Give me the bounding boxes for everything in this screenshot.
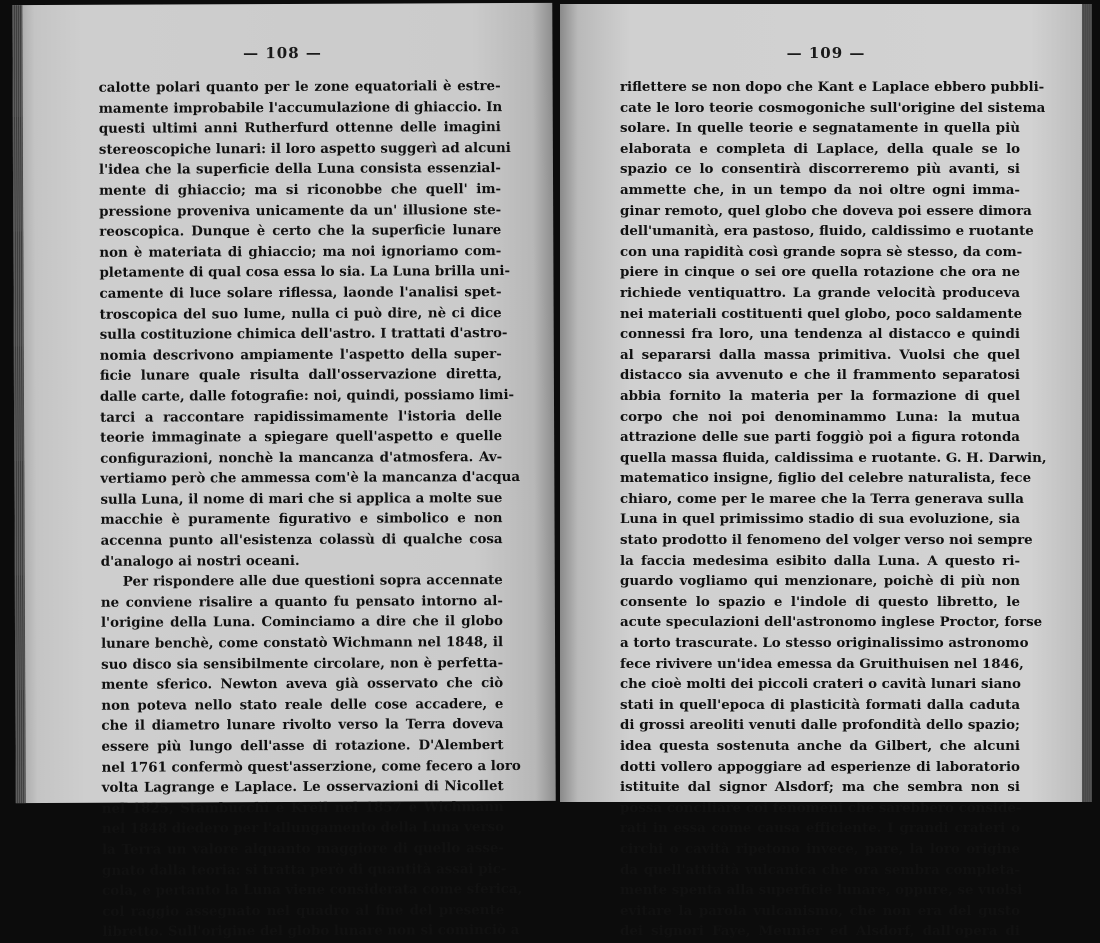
text-line: evitare la parola vulcanismo, che non era del gusto — [620, 902, 1020, 919]
text-line: la faccia medesima esibito dalla Luna. A questo ri- — [620, 552, 1020, 569]
text-line: fece rivivere un'idea emessa da Gruithuisen nel 1846, — [620, 655, 1024, 672]
text-line: la Terra un valore alquanto maggiore di quello asse- — [101, 840, 504, 858]
text-line: col raggio assegnato nel quadro al fine del presente — [102, 901, 505, 920]
text-line: connessi fra loro, una tendenza al distacco e quindi — [620, 326, 1020, 343]
text-line: ginar remoto, quel globo che doveva poi essere dimora — [620, 202, 1032, 219]
text-line: pletamente di qual cosa essa lo sia. La Luna brilla uni- — [99, 263, 511, 282]
text-line: da quell'attività vulcanica che ora sembra completa- — [620, 861, 1020, 878]
text-line: suo disco sia sensibilmente circolare, non è perfetta- — [101, 654, 504, 673]
left-page-text — [98, 76, 523, 943]
text-line: troscopica del suo lume, nulla ci può dire, nè ci dice — [99, 304, 502, 323]
text-line: libretto. Sull'origine del globo lunare non si cominciò a — [102, 922, 520, 941]
text-line: stereoscopiche lunari: il loro aspetto suggerì ad alcuni — [98, 139, 511, 158]
page-number-right: — 109 — — [786, 44, 866, 62]
text-line: essere più lungo dell'asse di rotazione. D'Alembert — [101, 737, 504, 755]
text-line: mamente improbabile l'accumulazione di ghiaccio. In — [98, 98, 503, 117]
text-line: stati in quell'epoca di plasticità formati dalla caduta — [620, 696, 1020, 713]
text-line: sulla costituzione chimica dell'astro. I trattati d'astro- — [99, 325, 508, 343]
text-line: cola, e pertanto la Luna viene considerata come sferica, — [102, 881, 523, 899]
text-line: accenna punto all'esistenza colassù di qualche cosa — [100, 531, 503, 549]
text-line: dei signori Faye, Meunier ed Alsdorf, dall'opera di — [620, 923, 1020, 940]
text-line: piere in cinque o sei ore quella rotazione che ora ne — [620, 264, 1020, 281]
right-page — [560, 4, 1092, 940]
text-line: nel 1825, Stambucchi e Kreil nel 1857 e Wichmann — [101, 798, 504, 817]
text-line: idea questa sostenuta anche da Gilbert, che alcuni — [620, 738, 1020, 754]
text-line: quella massa fluida, caldissima e ruotante. G. H. Darwin, — [620, 449, 1047, 466]
text-line: distacco sia avvenuto e che il frammento separatosi — [620, 367, 1020, 384]
text-line: non poteva nello stato reale delle cose accadere, e — [101, 695, 504, 714]
text-line: chiaro, come per le maree che la Terra generava sulla — [620, 490, 1024, 507]
text-line: camente di luce solare riflessa, laonde l'analisi spet- — [99, 283, 502, 302]
text-line: solare. In quelle teorie e segnatamente in quella più — [620, 120, 1020, 137]
text-line: istituite dal signor Alsdorf; ma che sembra non si — [620, 779, 1020, 796]
text-line: pressione proveniva unicamente da un' illusione ste- — [99, 201, 502, 220]
text-line: richiede ventiquattro. La grande velocità produceva — [620, 284, 1020, 301]
text-line: teorie immaginate a spiegare quell'aspetto e quelle — [100, 428, 503, 446]
text-line: con una rapidità così grande sopra sè stesso, da com- — [620, 243, 1023, 260]
text-line: vertiamo però che ammessa com'è la mancanza d'acqua — [100, 469, 521, 488]
text-line: l'origine della Luna. Cominciamo a dire che il globo — [100, 613, 503, 632]
text-line: acute speculazioni dell'astronomo inglese Proctor, forse — [620, 614, 1043, 631]
text-line: reoscopica. Dunque è certo che la superficie lunare — [99, 222, 502, 240]
text-line: mente sferico. Newton aveva già osservato che ciò — [101, 675, 504, 694]
text-line: configurazioni, nonchè la mancanza d'atmosfera. Av- — [100, 448, 503, 467]
text-line: ne conviene risalire a quanto fu pensato intorno al- — [100, 592, 503, 611]
text-line: non è materiata di ghiaccio; ma noi ignoriamo com- — [99, 242, 502, 261]
text-line: di grossi areoliti venuti dalle profondità dello spazio; — [620, 717, 1020, 734]
text-line: che il diametro lunare rivolto verso la Terra doveva — [101, 716, 504, 735]
text-line: matematico insigne, figlio del celebre naturalista, fece — [620, 470, 1032, 487]
text-line: Luna in quel primissimo stadio di sua evoluzione, sia — [620, 511, 1020, 528]
text-line: lunare benchè, come constatò Wichmann nel 1848, il — [101, 634, 504, 652]
text-line: ficie lunare quale risulta dall'osservazione diretta, — [99, 366, 502, 385]
text-line: possa conciliare coi fenomeni che sarebbero conside- — [620, 799, 1022, 816]
page-number-left: — 108 — — [243, 43, 322, 63]
text-line: d'analogo ai nostri oceani. — [100, 552, 300, 570]
page-stack-edge — [1082, 4, 1092, 802]
text-line: nei materiali costituenti quel globo, poco saldamente — [620, 305, 1023, 322]
text-line: dalle carte, dalle fotografie: noi, quindi, possiamo limi- — [99, 386, 515, 405]
text-line: mente spenta alla superficie lunare, oppure, se vuolsi — [620, 882, 1023, 899]
text-line: dotti vollero appoggiare ad esperienze di laboratorio — [620, 758, 1020, 775]
text-line: consente lo spazio e l'indole di questo libretto, le — [620, 593, 1020, 610]
text-line: guardo vogliamo qui menzionare, poichè di più non — [620, 573, 1020, 590]
text-line: cate le loro teorie cosmogoniche sull'origine del sistema — [620, 99, 1046, 116]
text-line: mente di ghiaccio; ma si riconobbe che quell' im- — [99, 181, 502, 199]
text-line: sulla Luna, il nome di mari che si applica a molte sue — [100, 489, 503, 508]
text-line: gnato dalla teoria: si tratta però di quantità assai pic- — [102, 860, 507, 879]
text-line: che cioè molti dei piccoli crateri o cavità lunari siano — [620, 676, 1021, 693]
left-page — [12, 3, 555, 941]
text-line: rati in essa come causa efficiente. I grandi crateri o — [620, 820, 1020, 837]
text-line: macchie è puramente figurativo e simbolico e non — [100, 510, 503, 529]
text-line: al separarsi dalla massa primitiva. Vuolsi che quel — [620, 346, 1020, 363]
text-line: a torto trascurate. Lo stesso originalissimo astronomo — [620, 635, 1029, 652]
text-line: corpo che noi poi denominammo Luna: la mutua — [620, 408, 1020, 425]
text-line: elaborata e completa di Laplace, della quale se lo — [620, 140, 1020, 157]
text-line: attrazione delle sue parti foggiò poi a figura rotonda — [620, 429, 1020, 446]
text-line: nomia descrivono ampiamente l'aspetto della super- — [99, 345, 502, 364]
text-line: nel 1848 diedero per l'allungamento della Luna verso — [101, 819, 505, 838]
text-line: tarci a raccontare rapidissimamente l'istoria delle — [100, 407, 503, 426]
right-page-text — [620, 77, 1047, 942]
text-line: spazio ce lo consentirà discorreremo più avanti, si — [620, 161, 1020, 178]
text-line: volta Lagrange e Laplace. Le osservazioni di Nicollet — [101, 778, 504, 796]
text-line: nel 1761 confermò quest'asserzione, come fecero a loro — [101, 757, 521, 776]
text-line: stato prodotto il fenomeno del volger verso noi sempre — [620, 532, 1033, 549]
text-line: calotte polari quanto per le zone equatoriali è estre- — [98, 78, 501, 96]
text-line: questi ultimi anni Rutherfurd ottenne delle imagini — [98, 119, 501, 137]
page-stack-edge — [12, 5, 25, 803]
text-line: dell'umanità, era pastoso, fluido, caldissimo e ruotante — [620, 223, 1034, 240]
text-line: ammette che, in un tempo da noi oltre ogni imma- — [620, 181, 1020, 198]
text-line: circhi o cavità ripetono invece, pare, la loro origine — [620, 840, 1020, 857]
text-line: l'idea che la superficie della Luna consista essenzial- — [98, 160, 502, 179]
text-line: riflettere se non dopo che Kant e Laplace ebbero pubbli- — [620, 79, 1045, 95]
text-line: Per rispondere alle due questioni sopra accennate — [122, 572, 503, 590]
text-line: abbia fornito la materia per la formazione di quel — [620, 387, 1020, 404]
